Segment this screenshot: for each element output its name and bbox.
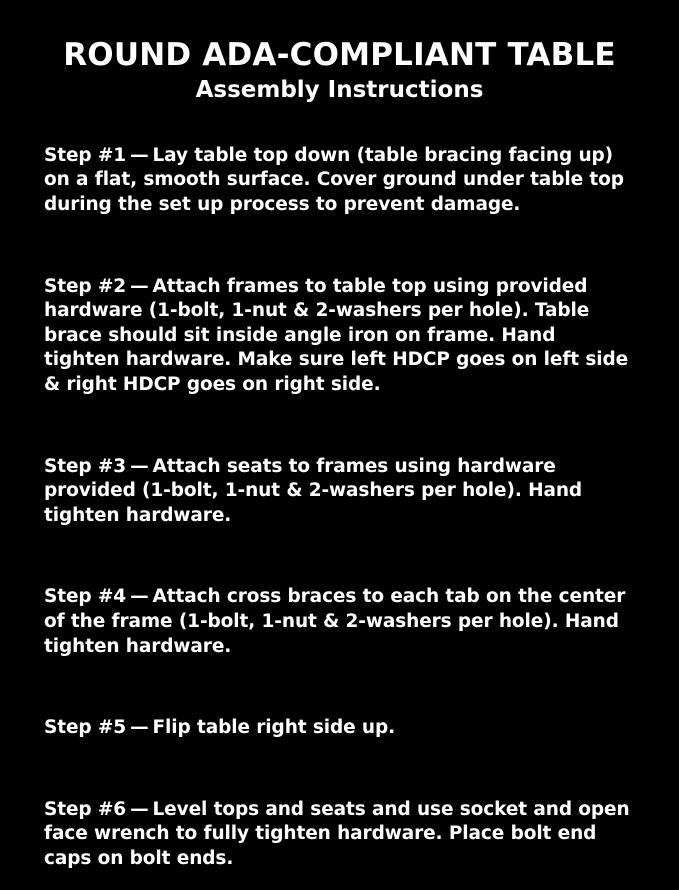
step-text: Attach cross braces to each tab on the center of the frame (1-bolt, 1-nut & 2-washers per hole). Hand tighten hardware. — [44, 586, 626, 657]
step-label: Step #2 — [44, 275, 127, 297]
step-text: Level tops and seats and use socket and open face wrench to fully tighten hardware. Place bolt end caps on bolt ends. — [44, 798, 630, 869]
step-label: Step #3 — [44, 455, 127, 477]
step-text: Lay table top down (table bracing facing up) on a flat, smooth surface. Cover ground under table top during the set up process to prevent damage. — [44, 144, 624, 216]
step-separator: — — [130, 275, 149, 297]
step-item — [44, 144, 635, 218]
page-subtitle: Assembly Instructions — [195, 77, 484, 104]
step-text: Flip table right side up. — [152, 717, 396, 739]
page-title: ROUND ADA-COMPLIANT TABLE — [63, 37, 616, 73]
step-label: Step #6 — [44, 798, 127, 820]
step-text: Attach seats to frames using hardware provided (1-bolt, 1-nut & 2-washers per hole). Hand tighten hardware. — [44, 455, 583, 526]
step-label: Step #1 — [44, 144, 127, 166]
step-item — [44, 716, 635, 741]
step-separator: — — [130, 144, 149, 166]
step-text: Attach frames to table top using provided hardware (1-bolt, 1-nut & 2-washers per hole). Table brace should sit inside angle iron on frame. Hand tighten hardware. Make sure left HDCP goes on left side & right HDCP goes on right side. — [44, 275, 629, 396]
step-separator: — — [130, 717, 149, 739]
step-item — [44, 455, 635, 529]
step-label: Step #5 — [44, 717, 127, 739]
step-item — [44, 585, 635, 659]
step-separator: — — [130, 586, 149, 608]
step-item — [44, 275, 635, 398]
step-separator: — — [130, 798, 149, 820]
steps-list — [44, 125, 635, 890]
step-item — [44, 798, 635, 872]
step-separator: — — [130, 455, 149, 477]
step-label: Step #4 — [44, 586, 127, 608]
